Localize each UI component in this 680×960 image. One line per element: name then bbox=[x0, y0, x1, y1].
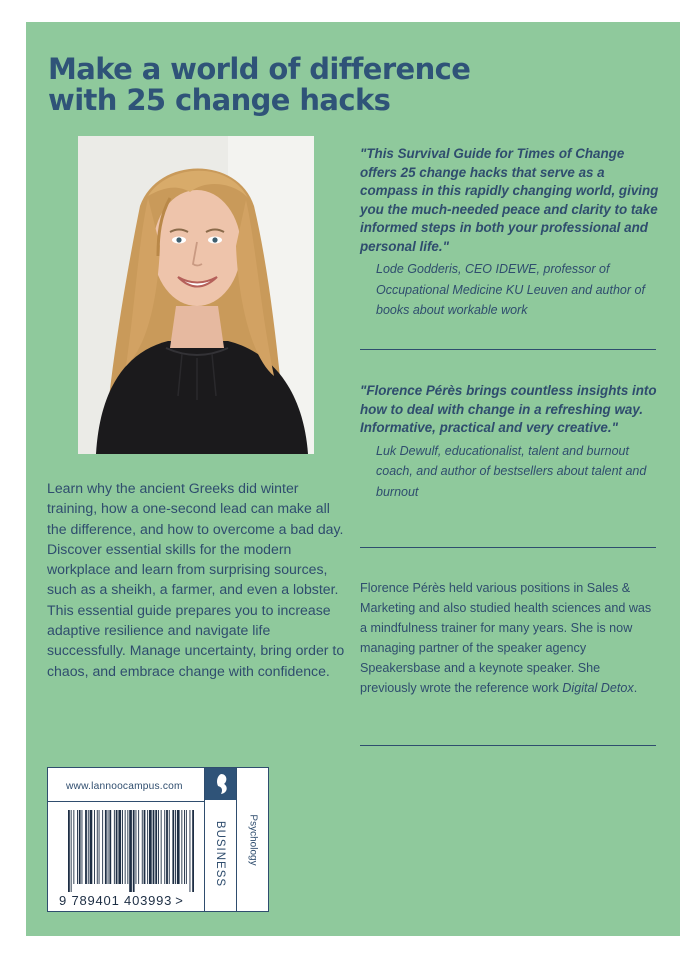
barcode-bar bbox=[73, 810, 74, 884]
author-bio bbox=[360, 578, 660, 698]
barcode-bar bbox=[79, 810, 81, 884]
barcode-bar bbox=[122, 810, 123, 884]
barcode-bar bbox=[77, 810, 78, 884]
category-label: BUSINESS bbox=[214, 820, 226, 888]
barcode-bar bbox=[90, 810, 93, 884]
barcode-bar bbox=[192, 810, 194, 892]
barcode-bar bbox=[118, 810, 121, 884]
barcode-bar bbox=[105, 810, 107, 884]
quote-1-source: Lode Godderis, CEO IDEWE, professor of Occupational Medicine KU Leuven and author of books about workable work bbox=[376, 262, 645, 317]
barcode-bar bbox=[97, 810, 98, 884]
isbn-number bbox=[59, 893, 184, 908]
publisher-logo-icon bbox=[205, 768, 236, 800]
barcode-bar bbox=[94, 810, 95, 884]
barcode-bar bbox=[177, 810, 180, 884]
divider-3 bbox=[360, 745, 656, 746]
barcode-bar bbox=[161, 810, 162, 884]
barcode-bar bbox=[186, 810, 187, 884]
barcode-bar bbox=[153, 810, 155, 884]
quote-1 bbox=[360, 145, 660, 321]
headline bbox=[48, 54, 648, 116]
barcode-bar bbox=[155, 810, 157, 884]
isbn-digits: 9 789401 403993 bbox=[59, 893, 173, 908]
divider-2 bbox=[360, 547, 656, 548]
barcode-bar bbox=[88, 810, 89, 884]
barcode-bar bbox=[166, 810, 168, 884]
headline-line-1: Make a world of difference bbox=[48, 52, 471, 86]
author-bio-book-title: Digital Detox bbox=[562, 681, 634, 695]
barcode-bar bbox=[133, 810, 135, 892]
barcode-bar bbox=[142, 810, 143, 884]
barcode-panel-divider bbox=[48, 801, 204, 802]
barcode-bar bbox=[138, 810, 139, 884]
barcode-bar bbox=[125, 810, 126, 884]
quote-1-text: "This Survival Guide for Times of Change offers 25 change hacks that serve as a compass in this rapidly changing world, giving you the much-needed peace and clarity to take informed steps in both your professional and personal life." bbox=[360, 146, 659, 254]
barcode-bar bbox=[82, 810, 83, 884]
barcode-bar bbox=[181, 810, 182, 884]
barcode-bar bbox=[68, 810, 70, 892]
quote-2-text: "Florence Pérès brings countless insights into how to deal with change in a refreshing way. Informative, practical and very creative." bbox=[360, 383, 657, 435]
isbn-marker: > bbox=[175, 893, 184, 908]
author-bio-end: . bbox=[633, 681, 638, 695]
barcode-bar bbox=[108, 810, 109, 884]
barcode-bar bbox=[149, 810, 152, 884]
barcode-bar bbox=[127, 810, 128, 884]
barcode-bar bbox=[147, 810, 148, 884]
barcode-bar bbox=[85, 810, 87, 884]
barcode-bar bbox=[169, 810, 170, 884]
barcode-bar bbox=[175, 810, 176, 884]
isbn-barcode bbox=[68, 810, 196, 892]
author-photo bbox=[78, 136, 314, 454]
book-blurb: Learn why the ancient Greeks did winter training, how a one-second lead can make all the difference, and how to overcome a bad day. Discover essential skills for the modern workplace and learn from surprising sources, such as a sheikh, a farmer, and even a lobster. This essential guide prepares you to increase adaptive resilience and navigate life successfully. Manage uncertainty, bring order to chaos, and embrace change with confidence. bbox=[47, 480, 345, 679]
quote-2-source: Luk Dewulf, educationalist, talent and burnout coach, and author of bestsellers about talent and burnout bbox=[376, 443, 647, 499]
author-portrait-image bbox=[78, 136, 314, 454]
barcode-bar bbox=[164, 810, 165, 884]
barcode-panel-column-line-2 bbox=[236, 768, 237, 911]
barcode-bar bbox=[102, 810, 103, 884]
barcode-panel bbox=[47, 767, 269, 912]
barcode-bar bbox=[71, 810, 72, 892]
barcode-bar bbox=[136, 810, 137, 884]
barcode-bar bbox=[109, 810, 111, 884]
headline-line-2: with 25 change hacks bbox=[48, 83, 391, 117]
subcategory-label: Psychology bbox=[247, 814, 259, 866]
publisher-website: www.lannoocampus.com bbox=[66, 781, 183, 792]
author-bio-text: Florence Pérès held various positions in Sales & Marketing and also studied health sciences and was a mindfulness trainer for many years. She is now managing partner of the speaker agency Speakersbase and a keynote speaker. She previously wrote the reference work bbox=[360, 581, 652, 695]
barcode-bar bbox=[129, 810, 132, 892]
barcode-bar bbox=[190, 810, 191, 892]
barcode-bar bbox=[99, 810, 100, 884]
quote-2 bbox=[360, 382, 660, 502]
barcode-bar bbox=[184, 810, 185, 884]
divider-1 bbox=[360, 349, 656, 350]
barcode-bar bbox=[172, 810, 174, 884]
barcode-bar bbox=[116, 810, 118, 884]
barcode-bar bbox=[144, 810, 146, 884]
barcode-bar bbox=[114, 810, 115, 884]
barcode-bar bbox=[158, 810, 159, 884]
